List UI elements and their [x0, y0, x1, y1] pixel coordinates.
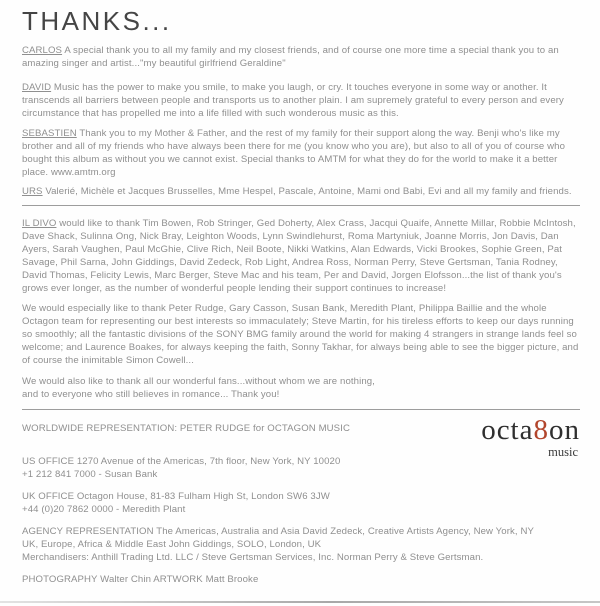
thanks-text-urs: Valerié, Michèle et Jacques Brusselles, Mme Hespel, Pascale, Antoine, Mami ond Babi, Evi and all my family and friends. — [45, 186, 572, 198]
photography-credit: PHOTOGRAPHY Walter Chin ARTWORK Matt Brooke — [22, 574, 259, 586]
uk-office-address: UK OFFICE Octagon House, 81-83 Fulham High St, London SW6 3JW — [22, 491, 330, 503]
member-name-sebastien: SEBASTIEN — [22, 128, 77, 140]
thanks-text-ildivo: would like to thank Tim Bowen, Rob Stringer, Ged Doherty, Alex Crass, Jacqui Quaife, Annette Millar, Robbie McIntosh, Dave Shack, Sulinna Ong, Nick Bray, Leighton Woods, Lynn Swindlehurst, Roma Martyniuk, Joanne Morris, Jon Davis, Dan Ayers, Sarah Vaughen, Paul McGhie, Clive Rich, Neil Boote, Nikki Watkins, Alan Edwards, Vicki Brookes, Sophie Green, Pat Savage, Phil Sarna, John Giddings, David Zedeck, Rob Light, Andrea Ross, Norman Perry, Steve Gertsman, Tania Rodney, David Thomas, Felicity Lewis, Marc Berger, Steve Mac and his team, Per and David, Jorgen Elofsson...the list of thank you's grows ever longer, as the number of wonderful people lending their support continues to increase! — [22, 218, 576, 295]
thanks-paragraph-sebastien — [22, 127, 580, 179]
logo-subtitle-music: music — [548, 445, 578, 460]
thanks-text-carlos: A special thank you to all my family and my closest friends, and of course one more time a special thank you to an amazing singer and artist..."my beautiful girlfriend Geraldine" — [22, 45, 559, 70]
agency-representation-block — [22, 525, 580, 564]
us-office-phone: +1 212 841 7000 - Susan Bank — [22, 469, 158, 481]
thanks-paragraph-especially: We would especially like to thank Peter Rudge, Gary Casson, Susan Bank, Meredith Plant, Philippa Baillie and the whole Octagon team for representing our best interests so immaculately; Steve Martin, for his tireless efforts to keep our days running so smoothly; all the fantastic divisions of the SONY BMG family around the world for making 4 strangers in strange lands feel so welcome; and Laurence Boakes, for always keeping the faith, Sonny Takhar, for always being able to see the bigger picture, and of course the inimitable Simon Cowell... — [22, 303, 579, 367]
member-name-urs: URS — [22, 186, 43, 198]
thanks-paragraph-carlos — [22, 44, 580, 70]
group-name-ildivo: IL DIVO — [22, 218, 57, 230]
thanks-paragraph-fans — [22, 375, 580, 401]
member-name-carlos: CARLOS — [22, 45, 63, 57]
logo-part1: octa — [481, 414, 534, 447]
octagon-logo-wordmark — [481, 416, 580, 445]
fans-line-1: We would also like to thank all our wonderful fans...without whom we are nothing, — [22, 376, 375, 388]
us-office-address: US OFFICE 1270 Avenue of the Americas, 7th floor, New York, NY 10020 — [22, 456, 341, 468]
uk-office-phone: +44 (0)20 7862 0000 - Meredith Plant — [22, 504, 186, 516]
worldwide-representation: WORLDWIDE REPRESENTATION: PETER RUDGE for OCTAGON MUSIC — [22, 423, 350, 435]
divider-top — [22, 205, 580, 206]
divider-bottom — [22, 409, 580, 410]
scan-page-edge — [0, 601, 600, 603]
representation-row — [22, 414, 580, 460]
logo-accent-eight: 8 — [533, 414, 549, 447]
thanks-paragraph-david — [22, 81, 580, 120]
member-name-david: DAVID — [22, 82, 52, 94]
thanks-paragraph-urs — [22, 185, 580, 198]
octagon-music-logo — [481, 416, 580, 460]
logo-part2: on — [549, 414, 580, 447]
thanks-text-david: Music has the power to make you smile, to make you laugh, or cry. It touches everyone in some way or another. It transcends all barriers between people and transports us to another plain. I am supremely grateful to every person and every circumstance that has propelled me into a life filled with such wonderous music as this. — [22, 82, 564, 120]
uk-office-block — [22, 490, 580, 516]
page-title: THANKS... — [22, 6, 172, 36]
agency-line-1: AGENCY REPRESENTATION The Americas, Australia and Asia David Zedeck, Creative Artists Agency, New York, NY — [22, 526, 534, 538]
agency-line-3: Merchandisers: Anthill Trading Ltd. LLC / Steve Gertsman Services, Inc. Norman Perry & Steve Gertsman. — [22, 552, 484, 564]
fans-line-2: and to everyone who still believes in romance... Thank you! — [22, 389, 280, 401]
thanks-paragraph-ildivo — [22, 217, 580, 295]
thanks-text-sebastien: Thank you to my Mother & Father, and the rest of my family for their support along the way. Benji who's like my brother and all of my friends who have always been there for me (you know who you are), but also to all of you of course who bought this album as without you we cannot exist. Special thanks to AMTM for what they do for the world to make it a better place. www.amtm.org — [22, 128, 566, 179]
agency-line-2: UK, Europe, Africa & Middle East John Giddings, SOLO, London, UK — [22, 539, 322, 551]
